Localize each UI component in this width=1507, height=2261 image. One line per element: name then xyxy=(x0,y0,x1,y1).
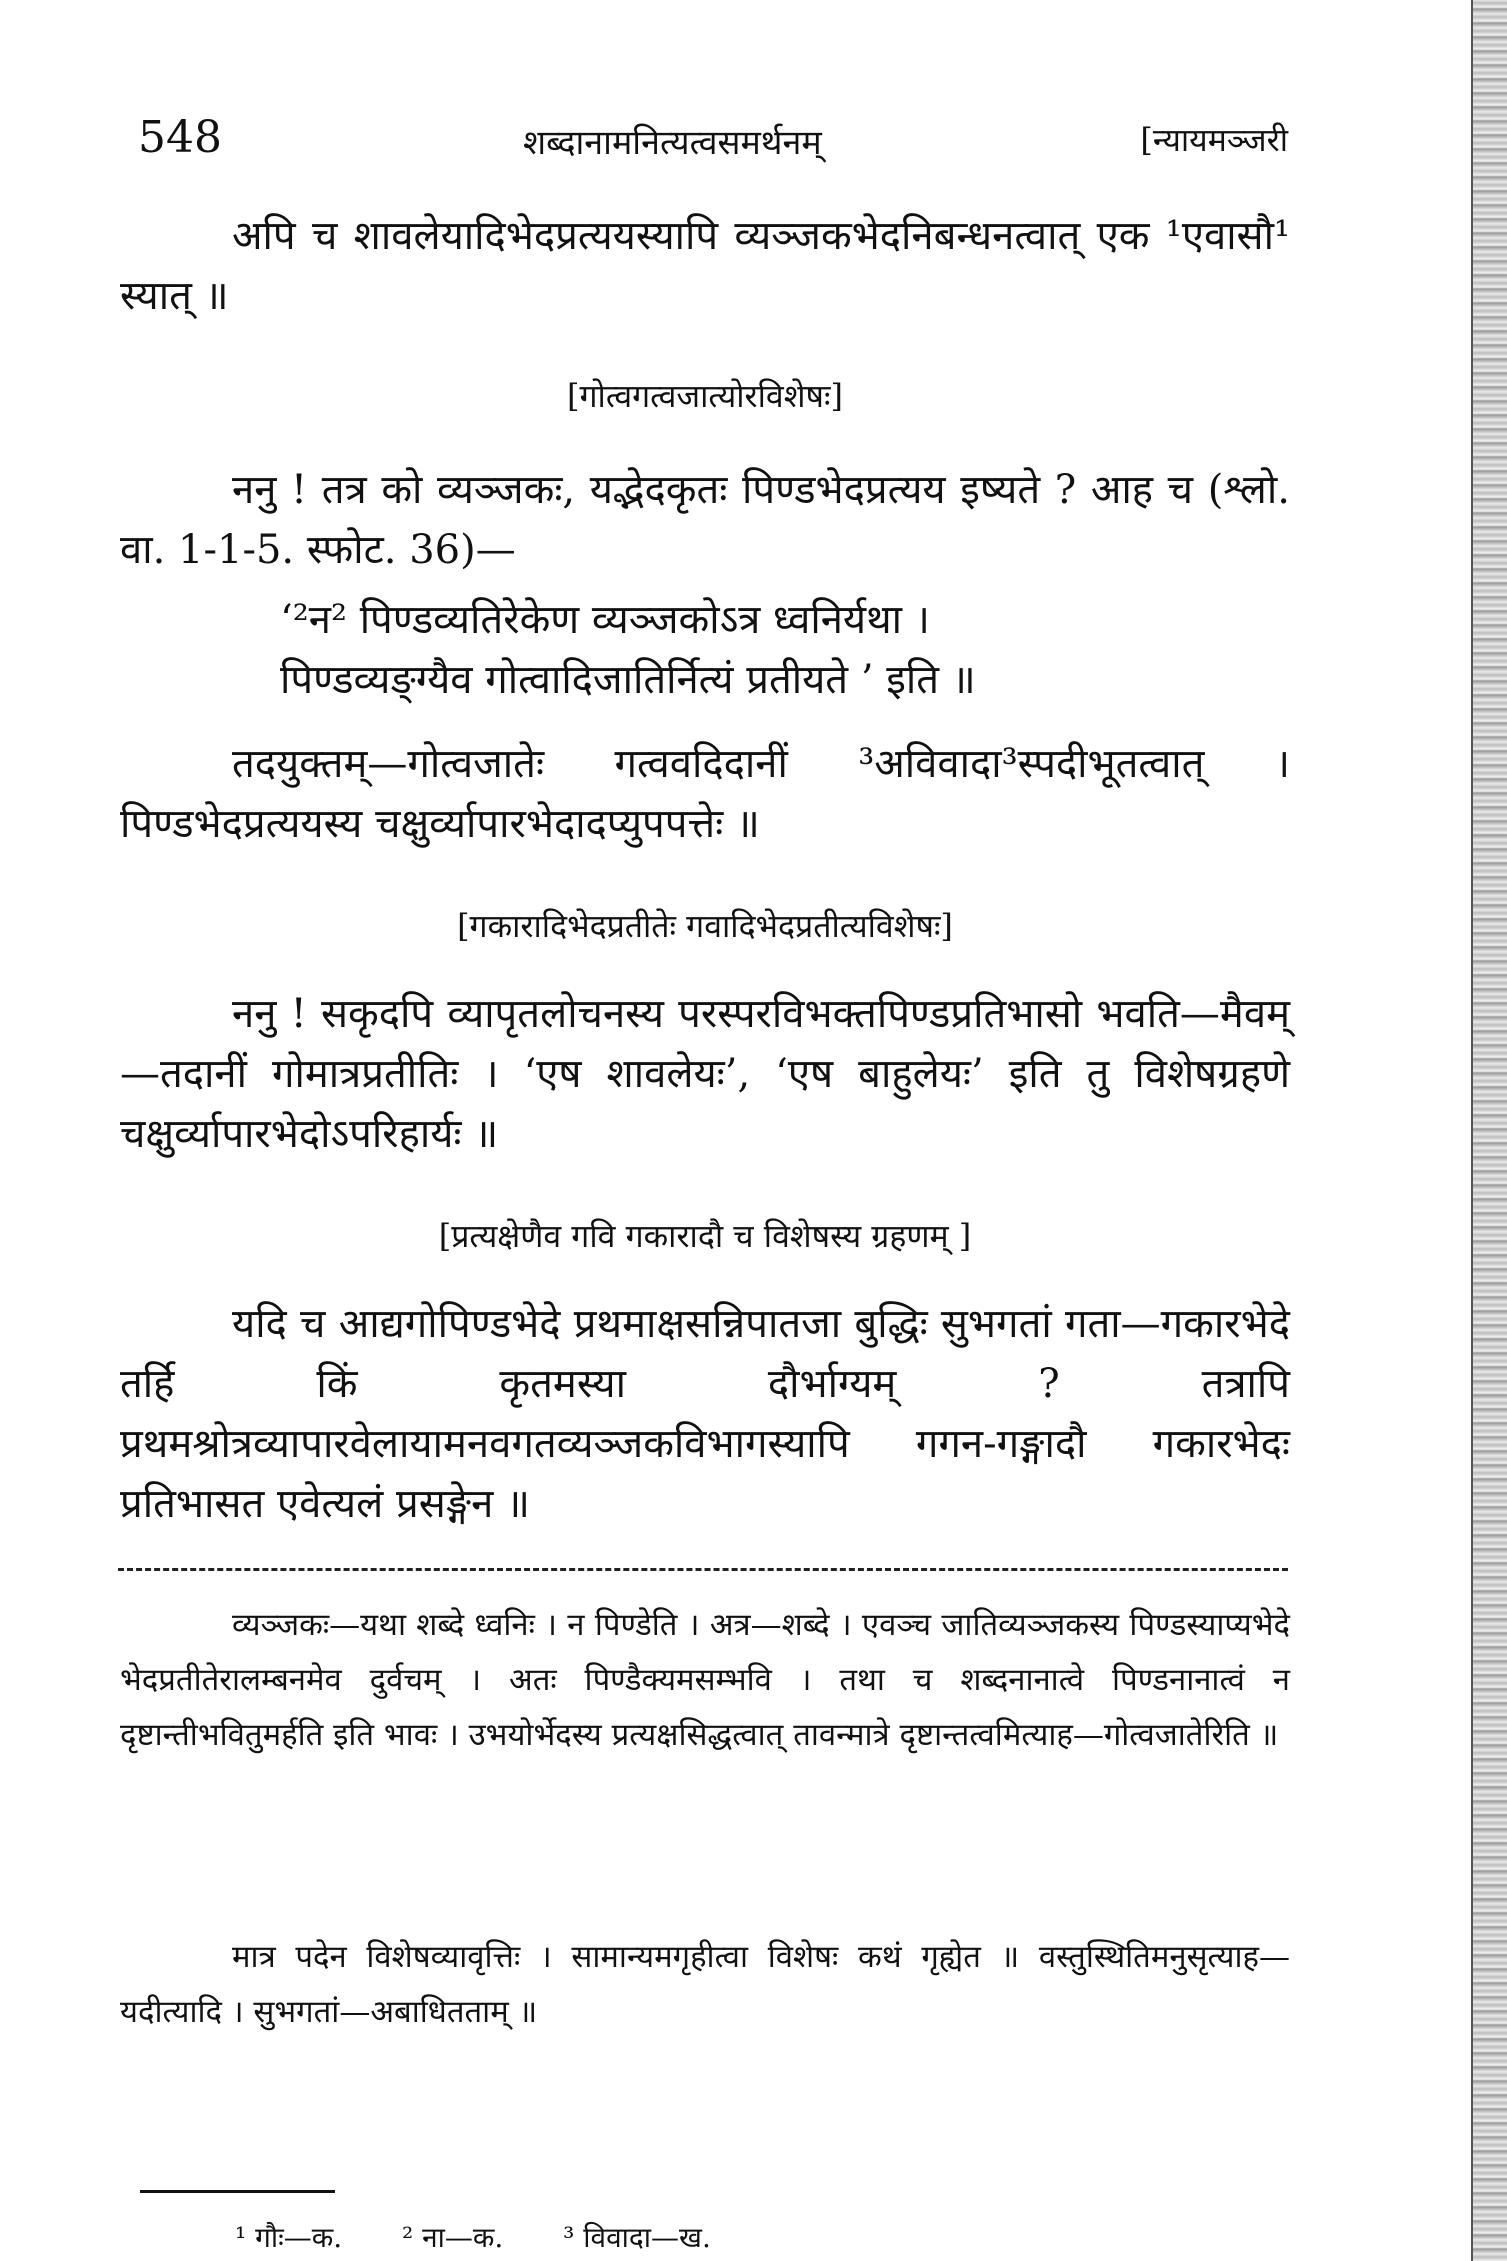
page-number: 548 xyxy=(138,112,222,163)
paragraph-2: ननु ! तत्र को व्यञ्जकः, यद्भेदकृतः पिण्डभेदप्रत्यय इष्यते ? आह च (श्लो. वा. 1-1-5. स्फोट. 36)— xyxy=(120,467,1290,573)
footnote-3: ³ विवादा—ख. xyxy=(563,2221,711,2254)
running-title: शब्दानामनित्यत्वसमर्थनम् xyxy=(523,123,822,163)
footnote-1: ¹ गौः—क. xyxy=(235,2221,343,2254)
footnote-divider xyxy=(140,2190,335,2193)
section-heading-1: [गोत्वगत्वजात्योरविशेषः] xyxy=(567,377,843,415)
commentary-paragraph-2: मात्र पदेन विशेषव्यावृत्तिः । सामान्यमगृहीत्वा विशेषः कथं गृह्येत ॥ वस्तुस्थितिमनुसृत्याह—यदीत्यादि । सुभगतां—अबाधितताम् ॥ xyxy=(120,1939,1290,2030)
paragraph-5: यदि च आद्यगोपिण्डभेदे प्रथमाक्षसन्निपातजा बुद्धिः सुभगतां गता—गकारभेदे तर्हि किं कृतमस्या दौर्भाग्यम् ? तत्रापि प्रथमश्रोत्रव्यापारवेलायामनवगतव्यञ्जकविभागस्यापि गगन-गङ्गादौ गकारभेदः प्रतिभासत एवेत्यलं प्रसङ्गेन ॥ xyxy=(120,1301,1290,1527)
paragraph-3: तदयुक्तम्—गोत्वजातेः गत्ववदिदानीं ³अविवादा³स्पदीभूतत्वात् । पिण्डभेदप्रत्ययस्य चक्षुर्व्यापारभेदादप्युपपत्तेः ॥ xyxy=(120,741,1290,847)
paragraph-1: अपि च शावलेयादिभेदप्रत्ययस्यापि व्यञ्जकभेदनिबन्धनत्वात् एक ¹एवासौ¹ स्यात् ॥ xyxy=(120,213,1290,319)
page-header xyxy=(128,112,1288,172)
commentary-divider xyxy=(118,1568,1288,1571)
commentary-paragraph-1: व्यञ्जकः—यथा शब्दे ध्वनिः । न पिण्डेति । अत्र—शब्दे । एवञ्च जातिव्यञ्जकस्य पिण्डस्याप्यभेदे भेदप्रतीतेरालम्बनमेव दुर्वचम् । अतः पिण्डैक्यमसम्भवि । तथा च शब्दनानात्वे पिण्डनानात्वं न दृष्टान्तीभवितुमर्हति इति भावः । उभयोर्भेदस्य प्रत्यक्षसिद्धत्वात् तावन्मात्रे दृष्टान्तत्वमित्याह—गोत्वजातेरिति ॥ xyxy=(120,1607,1290,1753)
section-heading-3: [प्रत्यक्षेणैव गवि गकारादौ च विशेषस्य ग्रहणम् ] xyxy=(438,1217,972,1255)
book-title: [न्यायमञ्जरी xyxy=(1140,121,1288,159)
section-heading-2: [गकारादिभेदप्रतीतेः गवादिभेदप्रतीत्यविशेषः] xyxy=(457,907,953,945)
verse-line-1: ‘²न² पिण्डव्यतिरेकेण व्यञ्जकोऽत्र ध्वनिर्यथा । xyxy=(280,597,930,643)
paragraph-4: ननु ! सकृदपि व्यापृतलोचनस्य परस्परविभक्तपिण्डप्रतिभासो भवति—मैवम्—तदानीं गोमात्रप्रतीतिः । ‘एष शावलेयः’, ‘एष बाहुलेयः’ इति तु विशेषग्रहणे चक्षुर्व्यापारभेदोऽपरिहार्यः ॥ xyxy=(120,991,1290,1157)
verse-line-2: पिण्डव्यङ्ग्यैव गोत्वादिजातिर्नित्यं प्रतीयते ’ इति ॥ xyxy=(280,657,976,703)
footnote-2: ² ना—क. xyxy=(402,2221,504,2254)
page-binding-edge xyxy=(1471,0,1507,2261)
footnotes xyxy=(235,2218,711,2256)
